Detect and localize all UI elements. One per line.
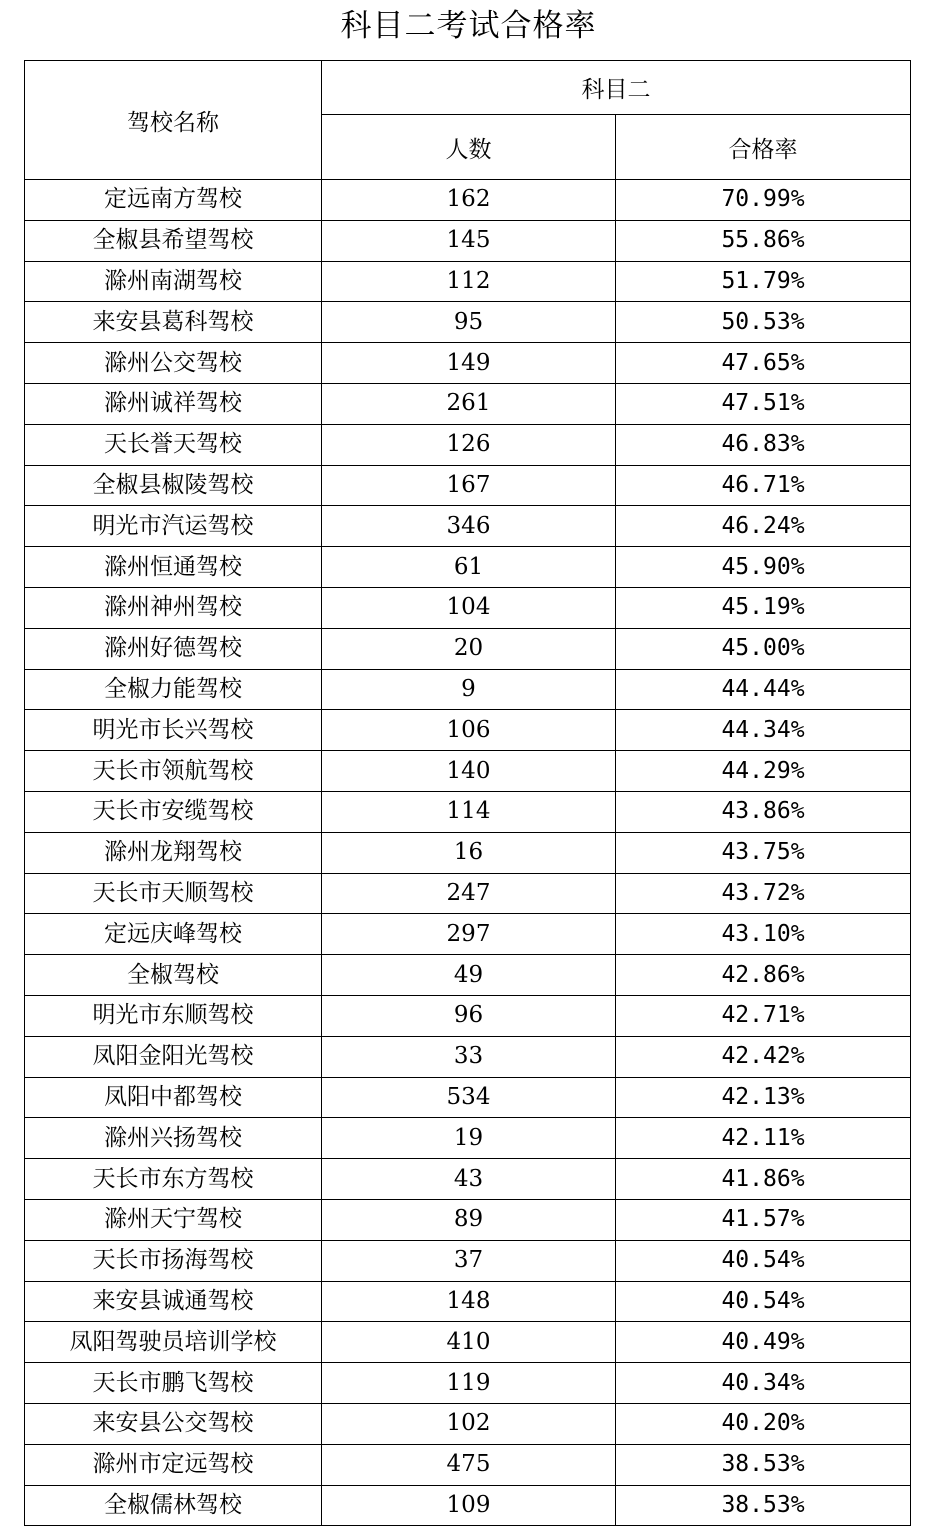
table-row [25, 465, 911, 506]
count-cell: 410 [322, 1322, 616, 1363]
count-cell: 16 [322, 832, 616, 873]
count-cell: 149 [322, 343, 616, 384]
school-name-cell: 凤阳驾驶员培训学校 [25, 1322, 322, 1363]
table-row [25, 587, 911, 628]
school-name-cell: 明光市东顺驾校 [25, 995, 322, 1036]
count-cell: 104 [322, 587, 616, 628]
count-cell: 145 [322, 220, 616, 261]
table-row [25, 424, 911, 465]
school-name-cell: 滁州市定远驾校 [25, 1444, 322, 1485]
count-cell: 534 [322, 1077, 616, 1118]
school-name-cell: 滁州好德驾校 [25, 628, 322, 669]
school-name-cell: 天长市鹏飞驾校 [25, 1363, 322, 1404]
table-row [25, 1363, 911, 1404]
table-row [25, 1199, 911, 1240]
table-row [25, 1444, 911, 1485]
count-cell: 346 [322, 506, 616, 547]
count-cell: 33 [322, 1036, 616, 1077]
school-name-cell: 滁州恒通驾校 [25, 547, 322, 588]
count-cell: 37 [322, 1240, 616, 1281]
school-name-cell: 全椒县椒陵驾校 [25, 465, 322, 506]
pass-rate-cell: 43.75% [616, 832, 911, 873]
table-row [25, 1240, 911, 1281]
pass-rate-cell: 42.13% [616, 1077, 911, 1118]
pass-rate-table [24, 60, 911, 1526]
pass-rate-cell: 43.10% [616, 914, 911, 955]
table-row [25, 1281, 911, 1322]
table-row [25, 832, 911, 873]
table-row [25, 1485, 911, 1526]
count-cell: 140 [322, 751, 616, 792]
table-row [25, 1159, 911, 1200]
pass-rate-cell: 45.19% [616, 587, 911, 628]
school-name-cell: 天长市领航驾校 [25, 751, 322, 792]
count-cell: 114 [322, 791, 616, 832]
count-cell: 61 [322, 547, 616, 588]
table-row [25, 1322, 911, 1363]
count-cell: 20 [322, 628, 616, 669]
table-row [25, 628, 911, 669]
school-name-cell: 凤阳金阳光驾校 [25, 1036, 322, 1077]
table-row [25, 1403, 911, 1444]
pass-rate-cell: 47.51% [616, 383, 911, 424]
count-cell: 106 [322, 710, 616, 751]
pass-rate-cell: 44.29% [616, 751, 911, 792]
pass-rate-cell: 40.49% [616, 1322, 911, 1363]
school-name-cell: 凤阳中都驾校 [25, 1077, 322, 1118]
pass-rate-cell: 42.11% [616, 1118, 911, 1159]
pass-rate-cell: 43.86% [616, 791, 911, 832]
school-name-cell: 明光市汽运驾校 [25, 506, 322, 547]
count-cell: 95 [322, 302, 616, 343]
school-name-cell: 全椒儒林驾校 [25, 1485, 322, 1526]
table-row [25, 220, 911, 261]
table-row [25, 506, 911, 547]
table-body [25, 180, 911, 1526]
school-name-cell: 全椒力能驾校 [25, 669, 322, 710]
table-header [25, 61, 911, 180]
pass-rate-cell: 42.86% [616, 955, 911, 996]
table-row [25, 180, 911, 221]
count-cell: 162 [322, 180, 616, 221]
school-name-cell: 滁州诚祥驾校 [25, 383, 322, 424]
pass-rate-cell: 55.86% [616, 220, 911, 261]
pass-rate-cell: 42.42% [616, 1036, 911, 1077]
count-cell: 96 [322, 995, 616, 1036]
pass-rate-cell: 70.99% [616, 180, 911, 221]
count-cell: 475 [322, 1444, 616, 1485]
table-row [25, 302, 911, 343]
table-row [25, 751, 911, 792]
pass-rate-cell: 40.20% [616, 1403, 911, 1444]
pass-rate-cell: 38.53% [616, 1444, 911, 1485]
count-cell: 109 [322, 1485, 616, 1526]
count-cell: 89 [322, 1199, 616, 1240]
table-row [25, 669, 911, 710]
school-name-cell: 滁州兴扬驾校 [25, 1118, 322, 1159]
count-cell: 112 [322, 261, 616, 302]
table-row [25, 1077, 911, 1118]
school-name-cell: 来安县公交驾校 [25, 1403, 322, 1444]
pass-rate-cell: 45.90% [616, 547, 911, 588]
pass-rate-cell: 44.34% [616, 710, 911, 751]
school-name-cell: 天长市扬海驾校 [25, 1240, 322, 1281]
school-name-cell: 滁州神州驾校 [25, 587, 322, 628]
school-name-cell: 滁州天宁驾校 [25, 1199, 322, 1240]
school-name-cell: 定远庆峰驾校 [25, 914, 322, 955]
school-name-cell: 天长市天顺驾校 [25, 873, 322, 914]
school-name-cell: 天长市东方驾校 [25, 1159, 322, 1200]
count-cell: 261 [322, 383, 616, 424]
school-name-cell: 滁州龙翔驾校 [25, 832, 322, 873]
school-name-header: 驾校名称 [25, 61, 322, 180]
table-row [25, 995, 911, 1036]
count-cell: 43 [322, 1159, 616, 1200]
count-cell: 119 [322, 1363, 616, 1404]
count-cell: 148 [322, 1281, 616, 1322]
pass-rate-cell: 47.65% [616, 343, 911, 384]
pass-rate-cell: 38.53% [616, 1485, 911, 1526]
pass-rate-header: 合格率 [616, 115, 911, 180]
table-row [25, 710, 911, 751]
count-cell: 167 [322, 465, 616, 506]
school-name-cell: 明光市长兴驾校 [25, 710, 322, 751]
pass-rate-cell: 44.44% [616, 669, 911, 710]
table-row [25, 547, 911, 588]
table-row [25, 1118, 911, 1159]
pass-rate-cell: 46.83% [616, 424, 911, 465]
school-name-cell: 天长市安缆驾校 [25, 791, 322, 832]
pass-rate-cell: 46.71% [616, 465, 911, 506]
count-cell: 297 [322, 914, 616, 955]
school-name-cell: 定远南方驾校 [25, 180, 322, 221]
pass-rate-cell: 45.00% [616, 628, 911, 669]
count-cell: 102 [322, 1403, 616, 1444]
pass-rate-cell: 41.86% [616, 1159, 911, 1200]
pass-rate-cell: 50.53% [616, 302, 911, 343]
school-name-cell: 天长誉天驾校 [25, 424, 322, 465]
table-row [25, 383, 911, 424]
page-title: 科目二考试合格率 [340, 8, 597, 44]
pass-rate-cell: 43.72% [616, 873, 911, 914]
table-row [25, 914, 911, 955]
school-name-cell: 全椒驾校 [25, 955, 322, 996]
table-row [25, 343, 911, 384]
pass-rate-cell: 41.57% [616, 1199, 911, 1240]
pass-rate-cell: 42.71% [616, 995, 911, 1036]
count-header: 人数 [322, 115, 616, 180]
table-row [25, 955, 911, 996]
school-name-cell: 全椒县希望驾校 [25, 220, 322, 261]
school-name-cell: 滁州公交驾校 [25, 343, 322, 384]
table-row [25, 791, 911, 832]
count-cell: 9 [322, 669, 616, 710]
pass-rate-cell: 40.54% [616, 1240, 911, 1281]
pass-rate-cell: 40.54% [616, 1281, 911, 1322]
count-cell: 247 [322, 873, 616, 914]
count-cell: 19 [322, 1118, 616, 1159]
pass-rate-cell: 51.79% [616, 261, 911, 302]
count-cell: 126 [322, 424, 616, 465]
table-row [25, 261, 911, 302]
school-name-cell: 来安县葛科驾校 [25, 302, 322, 343]
subject-two-group-header: 科目二 [322, 61, 911, 115]
school-name-cell: 滁州南湖驾校 [25, 261, 322, 302]
table-row [25, 1036, 911, 1077]
table-row [25, 873, 911, 914]
pass-rate-cell: 40.34% [616, 1363, 911, 1404]
pass-rate-cell: 46.24% [616, 506, 911, 547]
count-cell: 49 [322, 955, 616, 996]
school-name-cell: 来安县诚通驾校 [25, 1281, 322, 1322]
